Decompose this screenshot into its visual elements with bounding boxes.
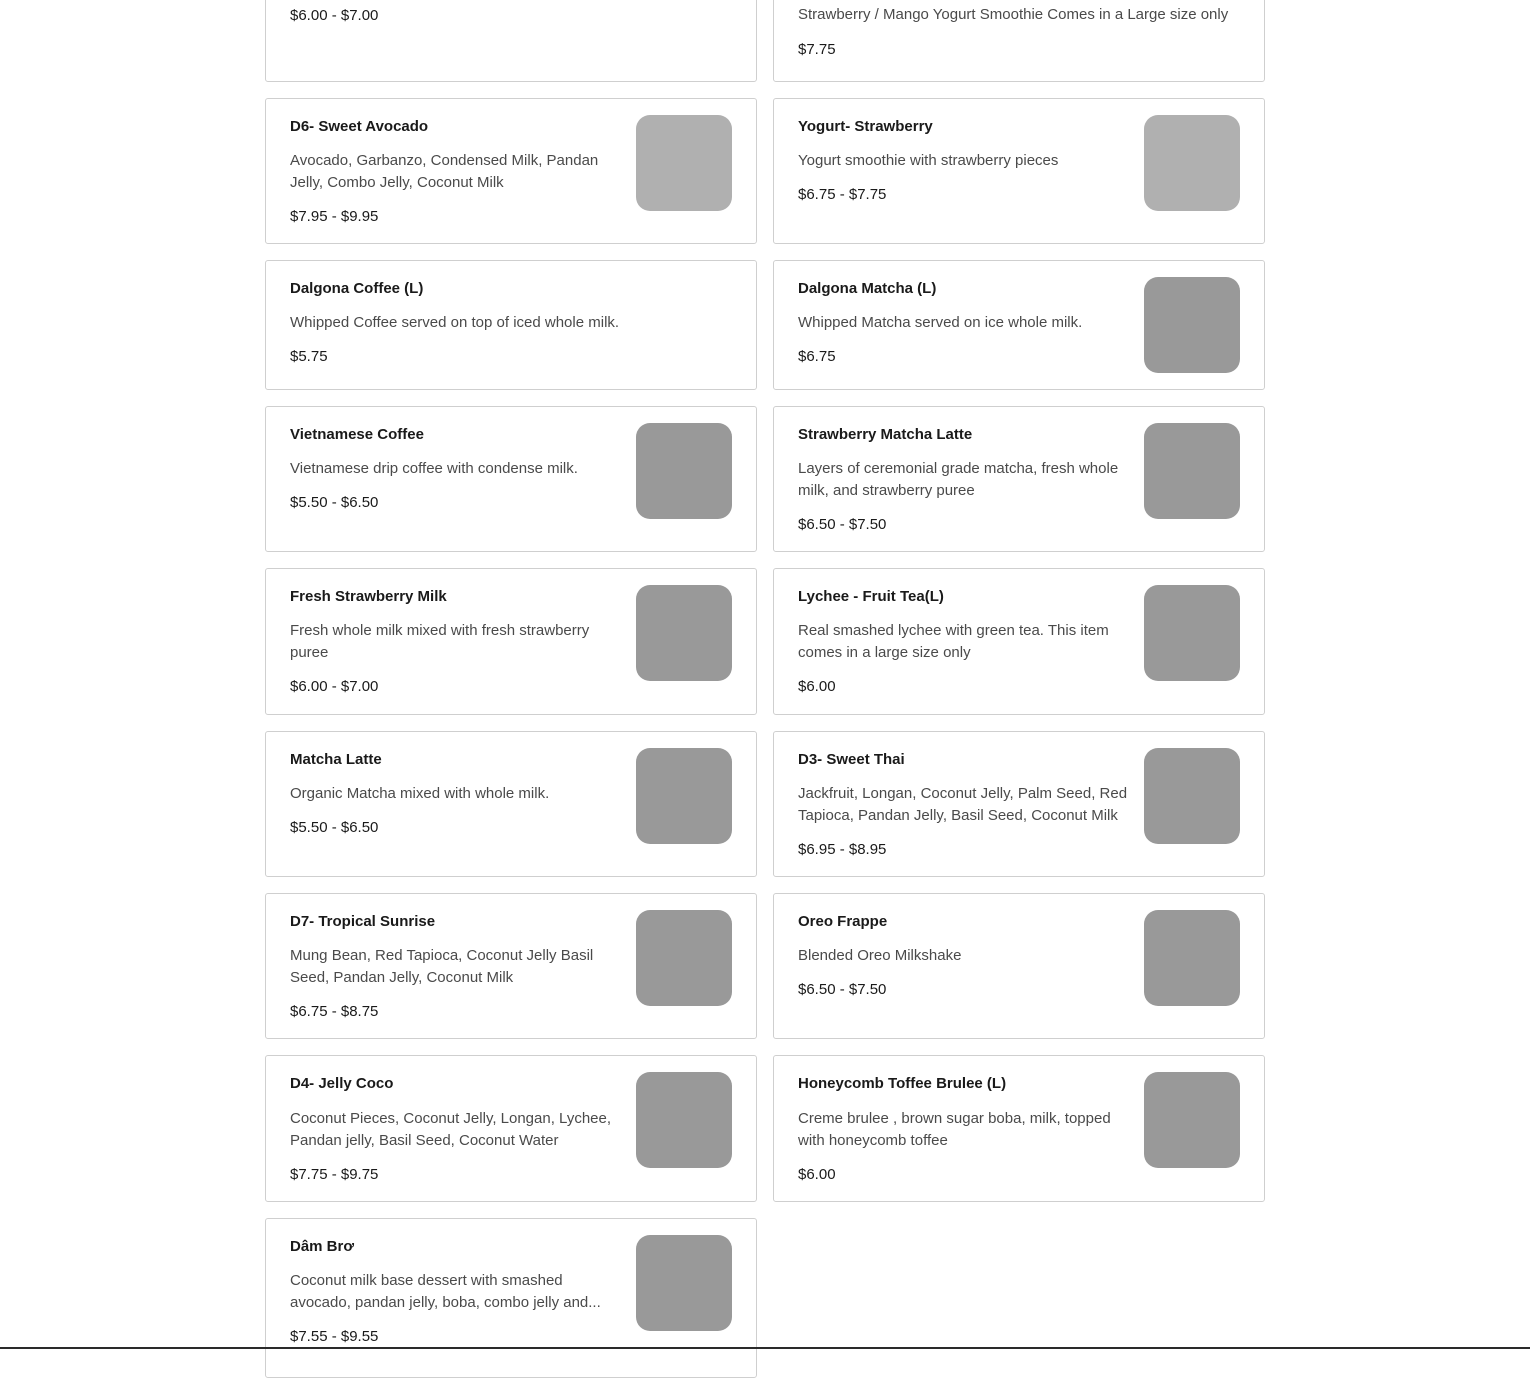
menu-item-card[interactable] [265, 1218, 757, 1378]
menu-item-description: Mung Bean, Red Tapioca, Coconut Jelly Basil Seed, Pandan Jelly, Coconut Milk [290, 947, 594, 986]
menu-item-image-placeholder [1144, 115, 1240, 211]
menu-item-card[interactable] [773, 893, 1265, 1039]
menu-item-price: $6.75 - $8.75 [290, 1003, 379, 1020]
menu-item-description: Yogurt smoothie with strawberry pieces [798, 152, 1059, 169]
menu-item-card[interactable] [773, 406, 1265, 552]
menu-item-price: $6.75 - $7.75 [798, 186, 887, 203]
menu-item-price: $6.00 - $7.00 [290, 7, 379, 24]
menu-item-image-placeholder [1144, 910, 1240, 1006]
menu-item-description: Organic Matcha mixed with whole milk. [290, 785, 550, 802]
menu-item-price: $5.50 - $6.50 [290, 494, 379, 511]
menu-item-name: Matcha Latte [290, 751, 382, 768]
menu-item-price: $6.75 [798, 348, 836, 365]
menu-item-image-placeholder [1144, 748, 1240, 844]
menu-item-image-placeholder [1144, 277, 1240, 373]
menu-item-card[interactable] [773, 1055, 1265, 1202]
menu-item-description: Vietnamese drip coffee with condense milk. [290, 460, 578, 477]
menu-item-description: Creme brulee , brown sugar boba, milk, topped with honeycomb toffee [798, 1110, 1111, 1149]
menu-item-name: Dalgona Coffee (L) [290, 280, 424, 297]
menu-item-price: $5.50 - $6.50 [290, 819, 379, 836]
menu-item-description: Coconut milk base dessert with smashed avocado, pandan jelly, boba, combo jelly and... [290, 1272, 601, 1311]
menu-item-price: $6.95 - $8.95 [798, 841, 887, 858]
menu-item-name: D6- Sweet Avocado [290, 118, 429, 135]
menu-item-price: $7.75 - $9.75 [290, 1166, 379, 1183]
menu-item-image-placeholder [636, 1072, 732, 1168]
menu-item-description: Fresh whole milk mixed with fresh strawberry puree [290, 622, 590, 661]
menu-item-image-placeholder [1144, 423, 1240, 519]
menu-item-card[interactable] [265, 98, 757, 244]
menu-item-image-placeholder [636, 423, 732, 519]
menu-item-price: $6.00 [798, 678, 836, 695]
menu-item-card[interactable] [773, 731, 1265, 877]
menu-item-card[interactable] [265, 568, 757, 715]
menu-item-image-placeholder [636, 910, 732, 1006]
menu-item-card[interactable] [773, 98, 1265, 244]
menu-item-name: Strawberry Matcha Latte [798, 426, 973, 443]
menu-item-card[interactable] [265, 893, 757, 1039]
menu-item-card[interactable] [265, 406, 757, 552]
menu-item-name: D3- Sweet Thai [798, 751, 905, 768]
menu-item-image-placeholder [636, 748, 732, 844]
menu-item-name: Vietnamese Coffee [290, 426, 424, 443]
menu-item-name: D7- Tropical Sunrise [290, 913, 436, 930]
menu-item-price: $6.00 - $7.00 [290, 678, 379, 695]
menu-item-image-placeholder [1144, 1072, 1240, 1168]
menu-item-name: Honeycomb Toffee Brulee (L) [798, 1075, 1007, 1092]
menu-item-description: Real smashed lychee with green tea. This item comes in a large size only [798, 622, 1109, 661]
menu-item-description: Whipped Matcha served on ice whole milk. [798, 314, 1083, 331]
menu-item-description: Whipped Coffee served on top of iced whole milk. [290, 314, 620, 331]
menu-item-description: Blended Oreo Milkshake [798, 947, 962, 964]
menu-item-name: Fresh Strawberry Milk [290, 588, 447, 605]
menu-item-card[interactable] [773, 0, 1265, 82]
menu-item-name: Dalgona Matcha (L) [798, 280, 937, 297]
menu-item-name: Yogurt- Strawberry [798, 118, 933, 135]
menu-item-card[interactable] [265, 260, 757, 390]
menu-item-card[interactable] [773, 568, 1265, 715]
menu-item-description: Layers of ceremonial grade matcha, fresh whole milk, and strawberry puree [798, 460, 1119, 499]
menu-item-image-placeholder [636, 115, 732, 211]
menu-item-price: $7.55 - $9.55 [290, 1328, 379, 1345]
menu-item-name: D4- Jelly Coco [290, 1075, 394, 1092]
menu-item-description: Avocado, Garbanzo, Condensed Milk, Pandan Jelly, Combo Jelly, Coconut Milk [290, 152, 599, 191]
menu-item-price: $7.95 - $9.95 [290, 208, 379, 225]
menu-item-name: Oreo Frappe [798, 913, 888, 930]
menu-item-price: $6.00 [798, 1166, 836, 1183]
menu-item-price: $5.75 [290, 348, 328, 365]
menu-item-card[interactable] [265, 0, 757, 82]
menu-item-price: $7.75 [798, 41, 836, 58]
menu-item-price: $6.50 - $7.50 [798, 516, 887, 533]
menu-item-card[interactable] [265, 1055, 757, 1202]
menu-item-description: Strawberry / Mango Yogurt Smoothie Comes in a Large size only [798, 6, 1229, 23]
menu-item-card[interactable] [265, 731, 757, 877]
menu-item-description: Jackfruit, Longan, Coconut Jelly, Palm Seed, Red Tapioca, Pandan Jelly, Basil Seed, Coconut Milk [798, 785, 1128, 824]
menu-item-name: Dâm Brơ [290, 1238, 355, 1255]
menu-item-description: Coconut Pieces, Coconut Jelly, Longan, Lychee, Pandan jelly, Basil Seed, Coconut Water [290, 1110, 612, 1149]
menu-item-image-placeholder [636, 1235, 732, 1331]
menu-item-card[interactable] [773, 260, 1265, 390]
menu-item-price: $6.50 - $7.50 [798, 981, 887, 998]
menu-item-image-placeholder [1144, 585, 1240, 681]
menu-item-image-placeholder [636, 585, 732, 681]
menu-item-name: Lychee - Fruit Tea(L) [798, 588, 944, 605]
